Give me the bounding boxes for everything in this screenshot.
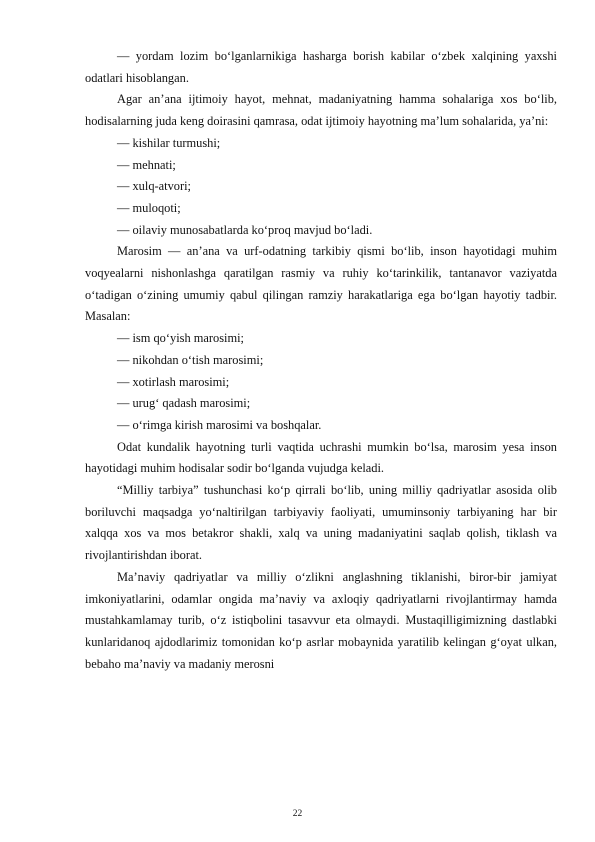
list-item-sowing-ceremony: — urug‘ qadash marosimi; xyxy=(117,396,251,411)
page-number: 22 xyxy=(292,809,303,819)
paragraph-ceremony-definition: Marosim — an’ana va urf-odatning tarkibiy qismi bo‘lib, inson hayotidagi muhim voqyealarni nishonlashga qaratilgan rasmiy va ruhiy ko‘tarinkilik, tantanavor vaziyatda o‘tadigan o‘zining umumiy qabul qilingan ramziy harakatlariga ega bo‘lgan hayotiy tadbir. Masalan: xyxy=(85,244,557,324)
list-item-family-relations: — oilaviy munosabatlarda ko‘proq mavjud bo‘ladi. xyxy=(117,222,373,237)
list-item-naming-ceremony: — ism qo‘yish marosimi; xyxy=(117,331,245,346)
list-item-remembrance-ceremony: — xotirlash marosimi; xyxy=(117,374,230,389)
list-item-behavior: — xulq-atvori; xyxy=(117,179,191,194)
paragraph-national-upbringing: “Milliy tarbiya” tushunchasi ko‘p qirrali bo‘lib, uning milliy qadriyatlar asosida olib boriluvchi maqsadga yo‘naltirilgan tarbiyaviy faoliyati, umuminsoniy tarbiyaning har bir xalqqa xos va mos betakror shakli, xalq va uning madaniyatini saqlab qolish, tiklash va rivojlantirishdan iborat. xyxy=(85,483,557,563)
paragraph-hashar: — yordam lozim bo‘lganlarnikiga hasharga borish kabilar o‘zbek xalqining yaxshi odatlari hisoblangan. xyxy=(85,49,557,85)
list-item-labor: — mehnati; xyxy=(117,157,176,172)
list-item-daily-life: — kishilar turmushi; xyxy=(117,135,221,150)
list-item-communication: — muloqoti; xyxy=(117,200,181,215)
paragraph-custom-vs-ceremony: Odat kundalik hayotning turli vaqtida uchrashi mumkin bo‘lsa, marosim yesa inson hayotidagi muhim hodisalar sodir bo‘lganda vujudga keladi. xyxy=(85,439,557,476)
paragraph-spiritual-values: Ma’naviy qadriyatlar va milliy o‘zlikni anglashning tiklanishi, biror-bir jamiyat imkoniyatlarini, odamlar ongida ma’naviy va axloqiy qadriyatlarni rivojlantirmay hamda mustahkamlamay turib, o‘z istiqbolini tasavvur eta olmaydi. Mustaqilligimizning dastlabki kunlaridanoq ajdodlarimiz tomonidan ko‘p asrlar mobaynida yaratilib kelingan g‘oyat ulkan, bebaho ma’naviy va madaniy merosni xyxy=(85,569,557,671)
document-body xyxy=(85,46,557,675)
list-item-harvest-ceremony: — o‘rimga kirish marosimi va boshqalar. xyxy=(117,417,322,432)
paragraph-tradition-definition: Agar an’ana ijtimoiy hayot, mehnat, madaniyatning hamma sohalariga xos bo‘lib, hodisalarning juda keng doirasini qamrasa, odat ijtimoiy hayotning ma’lum sohalarida, ya’ni: xyxy=(85,92,557,129)
list-item-marriage-ceremony: — nikohdan o‘tish marosimi; xyxy=(117,352,264,367)
